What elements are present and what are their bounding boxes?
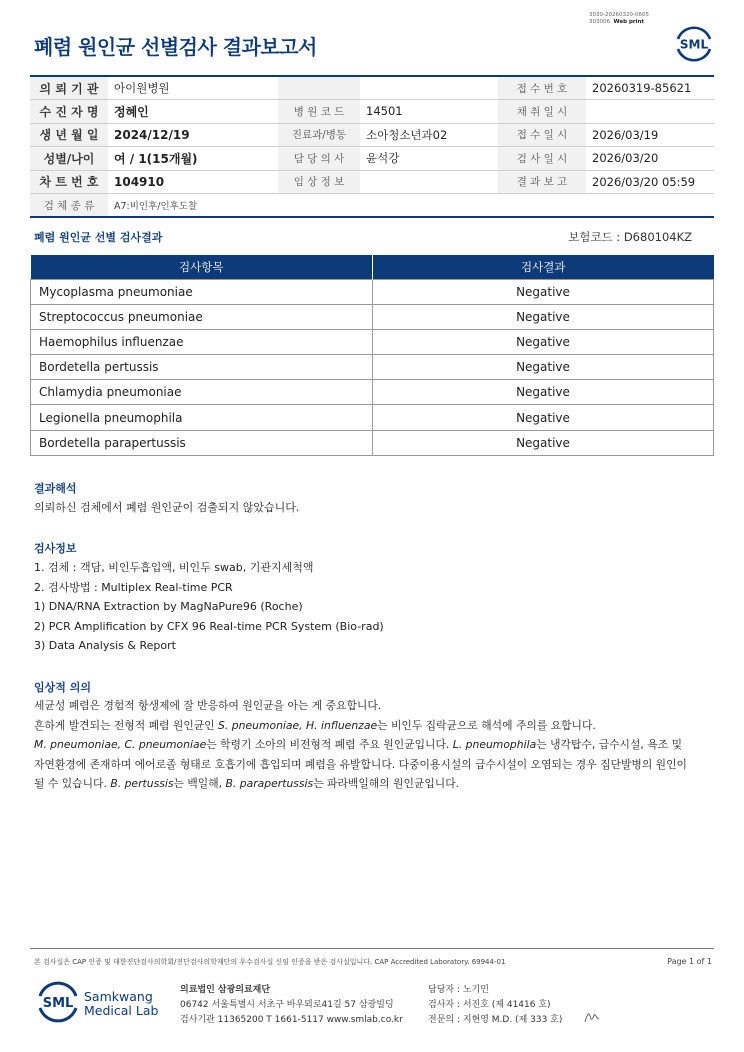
print-id: 3030-20260320-0605 303006 Web print <box>589 12 649 25</box>
test-info-lines: 1. 검체 : 객담, 비인두흡입액, 비인두 swab, 기관지세척액 2. 검사방법 : Multiplex Real-time PCR 1) DNA/RNA Extraction by MagNaPure96 (Roche) 2) PCR Amplification by CFX 96 Real-time PCR System (Bio-rad) 3) Data Analysis & Report <box>34 561 384 653</box>
staff-info: 담당자 : 노기민 검사자 : 서진호 (제 41416 호) 전문의 : 지현영 M.D. (제 333 호) <box>428 985 563 1025</box>
info-row: 차 트 번 호 104910 임 상 정 보 결 과 보 고 2026/03/20 05:59 <box>30 170 714 194</box>
table-row: Chlamydia pneumoniae Negative <box>31 380 714 405</box>
test-info-title: 검사정보 <box>34 542 77 555</box>
page-number: Page 1 of 1 <box>667 957 712 966</box>
organization-info: 의료법인 삼광의료재단 06742 서울특별시 서초구 바우뫼로41길 57 삼광빌딩 검사기관 11365200 T 1661-5117 www.smlab.co.kr <box>180 985 403 1025</box>
col-header-result: 검사결과 <box>373 255 714 279</box>
sml-logo-icon <box>674 24 714 64</box>
clinical-text: 세균성 폐렴은 경험적 항생제에 잘 반응하여 원인균을 아는 게 중요합니다. 흔하게 발견되는 전형적 폐렴 원인균인 S. pneumoniae, H. influenzae는 비인두 집락균으로 해석에 주의를 요합니다. M. pneumoniae, C. pneumoniae는 학령기 소아의 비전형적 폐렴 주요 원인균입니다. L. pneumophila는 냉각탑수, 급수시설, 욕조 및 자연환경에 존재하며 에어로졸 형태로 호흡기에 흡입되며 폐렴을 유발합니다. 다중이용시설의 급수시설이 오염되는 경우 집단발병의 원인이 될 수 있습니다. B. pertussis는 백일해, B. parapertussis는 파라백일해의 원인균입니다. <box>34 699 687 791</box>
footer-note: 본 검사실은 CAP 인증 및 대한진단검사의학회/진단검사의학재단의 우수검사실 신임 인증을 받은 검사실입니다. CAP Accredited Laboratory. 69944-01 <box>34 958 506 966</box>
table-row: Bordetella pertussis Negative <box>31 355 714 380</box>
patient-info-table <box>30 75 714 218</box>
table-row: Haemophilus influenzae Negative <box>31 329 714 354</box>
footer-divider <box>30 948 714 949</box>
info-row: 생 년 월 일 2024/12/19 진료과/병동 소아청소년과02 접 수 일 시 2026/03/19 <box>30 123 714 147</box>
info-row: 의 뢰 기 관 아이원병원 접 수 번 호 20260319-85621 <box>30 76 714 100</box>
table-row: Bordetella parapertussis Negative <box>31 430 714 455</box>
interpretation-text: 의뢰하신 검체에서 폐렴 원인균이 검출되지 않았습니다. <box>34 501 300 514</box>
interpretation-title: 결과해석 <box>34 482 77 495</box>
signature-icon <box>583 1010 601 1024</box>
col-header-item: 검사항목 <box>31 255 373 279</box>
brand-name: Samkwang Medical Lab <box>84 989 159 1018</box>
info-row-specimen: 검 체 종 류 A7:비인후/인후도찰 <box>30 194 714 218</box>
sml-logo-icon <box>36 980 80 1024</box>
table-row: Mycoplasma pneumoniae Negative <box>31 279 714 304</box>
insurance-code: 보험코드 : D680104KZ <box>568 230 692 244</box>
table-row: Legionella pneumophila Negative <box>31 405 714 430</box>
results-section-title: 폐렴 원인균 선별 검사결과 <box>34 231 163 244</box>
table-row: Streptococcus pneumoniae Negative <box>31 304 714 329</box>
results-table <box>30 255 714 456</box>
info-row: 성별/나이 여 / 1(15개월) 담 당 의 사 윤석강 검 사 일 시 2026/03/20 <box>30 147 714 171</box>
info-row: 수 진 자 명 정혜인 병 원 코 드 14501 채 취 일 시 <box>30 100 714 124</box>
svg-text:SML: SML <box>42 996 74 1011</box>
report-title: 폐렴 원인균 선별검사 결과보고서 <box>34 35 317 59</box>
clinical-title: 임상적 의의 <box>34 681 91 694</box>
svg-text:SML: SML <box>679 37 709 52</box>
